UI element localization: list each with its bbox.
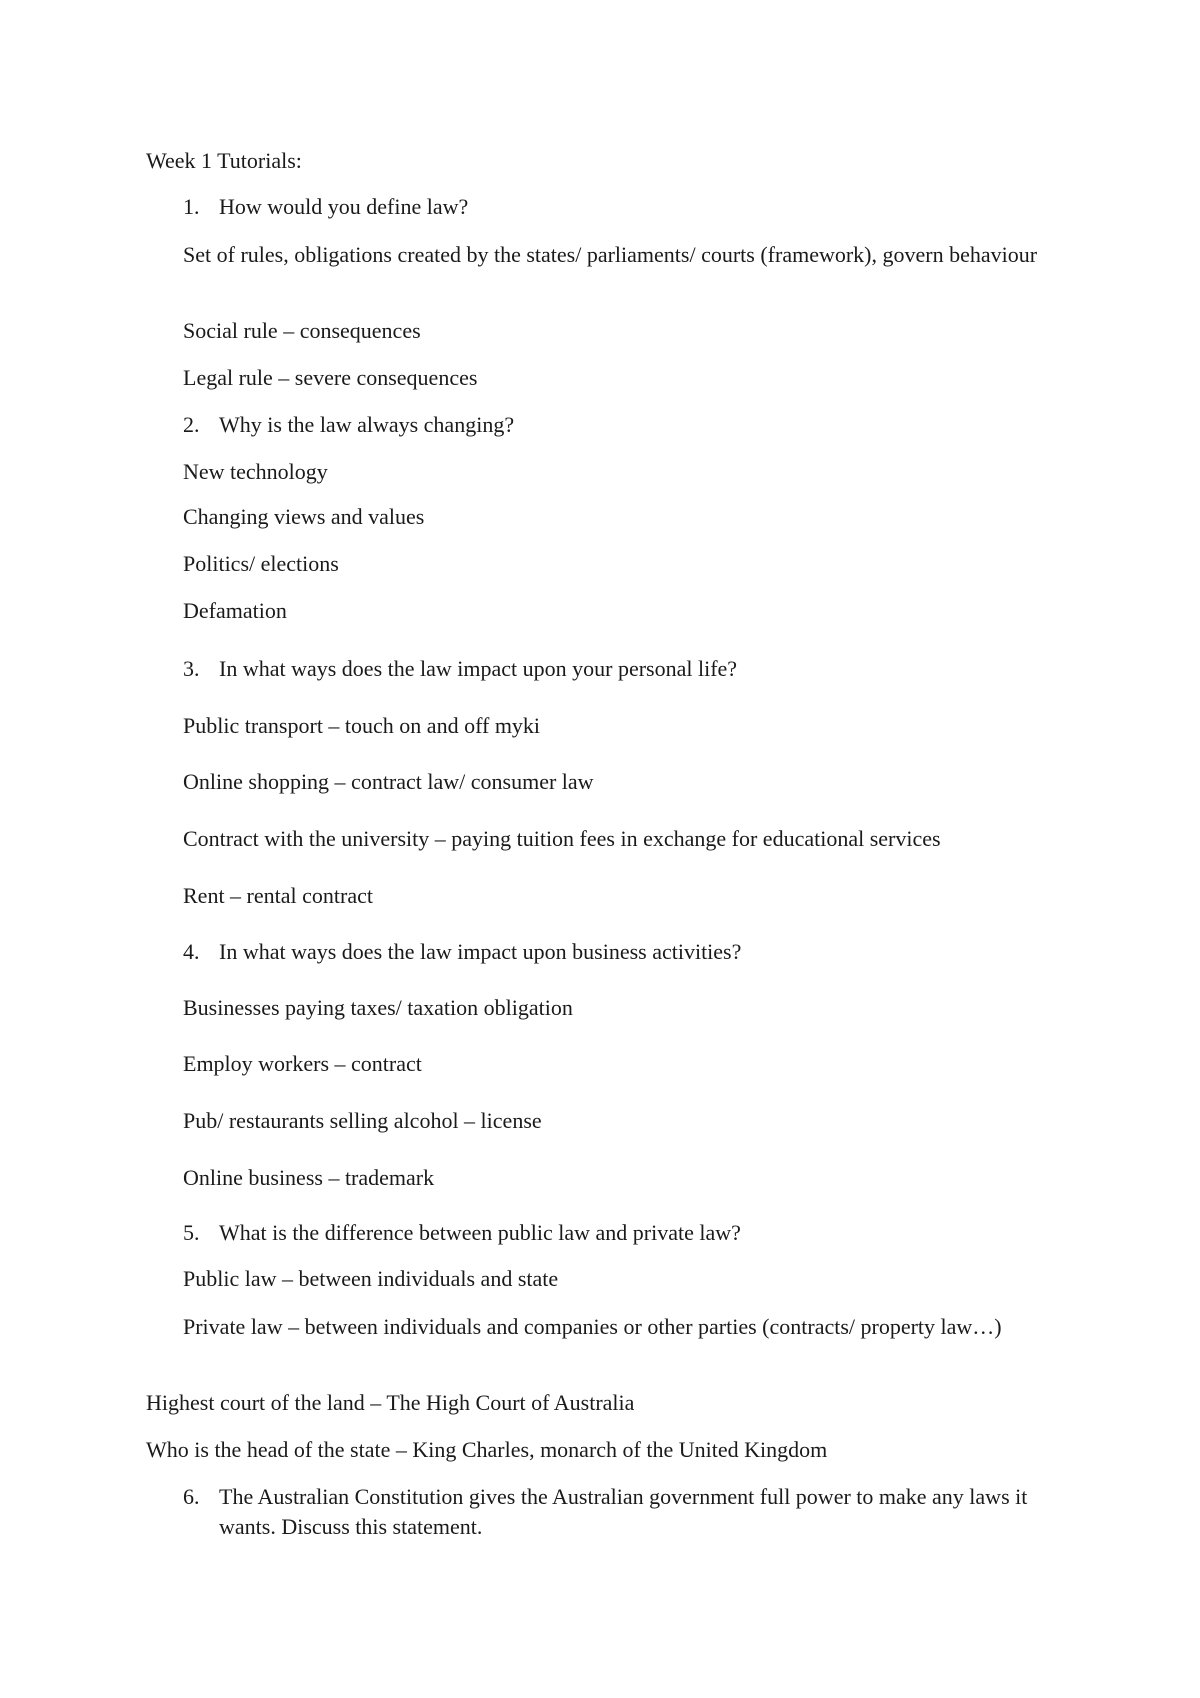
question-5-number: 5. [183, 1220, 200, 1245]
answer-2-3: Politics/ elections [183, 551, 339, 576]
answer-5-2: Private law – between individuals and companies or other parties (contracts/ property law…) [183, 1314, 1002, 1339]
question-5-text: What is the difference between public law and private law? [219, 1220, 741, 1245]
answer-1-3: Legal rule – severe consequences [183, 365, 478, 390]
answer-4-2: Employ workers – contract [183, 1051, 422, 1076]
answer-1-2: Social rule – consequences [183, 318, 421, 343]
question-6-number: 6. [183, 1484, 200, 1509]
question-2-number: 2. [183, 412, 200, 437]
answer-3-3: Contract with the university – paying tuition fees in exchange for educational services [183, 826, 941, 851]
question-6-text: The Australian Constitution gives the Australian government full power to make any laws it wants. Discuss this statement. [219, 1484, 1028, 1539]
note-1: Highest court of the land – The High Court of Australia [146, 1390, 635, 1415]
document-title: Week 1 Tutorials: [146, 148, 302, 173]
answer-3-2: Online shopping – contract law/ consumer law [183, 769, 594, 794]
answer-4-4: Online business – trademark [183, 1165, 435, 1190]
answer-5-1: Public law – between individuals and state [183, 1266, 559, 1291]
question-4-number: 4. [183, 939, 200, 964]
question-3-text: In what ways does the law impact upon your personal life? [219, 656, 738, 681]
answer-4-1: Businesses paying taxes/ taxation obligation [183, 995, 573, 1020]
question-4-text: In what ways does the law impact upon business activities? [219, 939, 742, 964]
answer-2-4: Defamation [183, 598, 287, 623]
answer-1-1: Set of rules, obligations created by the states/ parliaments/ courts (framework), govern behaviour [183, 242, 1038, 267]
answer-4-3: Pub/ restaurants selling alcohol – license [183, 1108, 542, 1133]
question-1-number: 1. [183, 194, 200, 219]
question-1-text: How would you define law? [219, 194, 469, 219]
question-3-number: 3. [183, 656, 200, 681]
answer-3-1: Public transport – touch on and off myki [183, 713, 541, 738]
answer-2-2: Changing views and values [183, 504, 425, 529]
question-2-text: Why is the law always changing? [219, 412, 515, 437]
note-2: Who is the head of the state – King Charles, monarch of the United Kingdom [146, 1437, 828, 1462]
answer-3-4: Rent – rental contract [183, 883, 373, 908]
answer-2-1: New technology [183, 459, 328, 484]
